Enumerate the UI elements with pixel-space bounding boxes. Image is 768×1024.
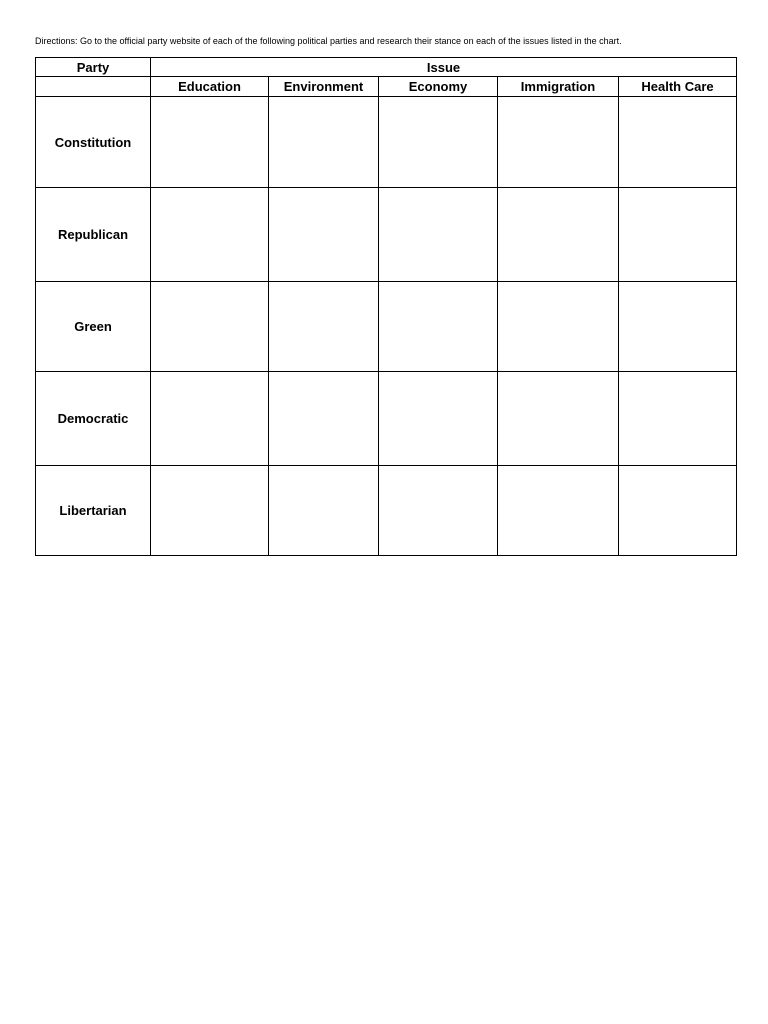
answer-cell[interactable] [269, 466, 379, 556]
answer-cell[interactable] [151, 188, 269, 282]
answer-cell[interactable] [619, 188, 737, 282]
answer-cell[interactable] [619, 282, 737, 372]
answer-cell[interactable] [379, 188, 498, 282]
table-row [36, 282, 737, 372]
table-row [36, 372, 737, 466]
answer-cell[interactable] [498, 282, 619, 372]
directions-text: Directions: Go to the official party website of each of the following political parties and research their stance on each of the issues listed in the chart. [35, 36, 622, 46]
answer-cell[interactable] [151, 466, 269, 556]
answer-cell[interactable] [619, 466, 737, 556]
party-label-libertarian: Libertarian [36, 466, 151, 556]
answer-cell[interactable] [498, 466, 619, 556]
issue-header-economy: Economy [379, 77, 498, 97]
party-label-republican: Republican [36, 188, 151, 282]
table-row [36, 466, 737, 556]
answer-cell[interactable] [151, 372, 269, 466]
answer-cell[interactable] [379, 282, 498, 372]
answer-cell[interactable] [498, 97, 619, 188]
answer-cell[interactable] [269, 282, 379, 372]
issue-column-header: Issue [151, 58, 737, 77]
answer-cell[interactable] [619, 97, 737, 188]
answer-cell[interactable] [379, 372, 498, 466]
answer-cell[interactable] [151, 97, 269, 188]
answer-cell[interactable] [379, 97, 498, 188]
issue-header-environment: Environment [269, 77, 379, 97]
answer-cell[interactable] [379, 466, 498, 556]
party-label-democratic: Democratic [36, 372, 151, 466]
party-label-green: Green [36, 282, 151, 372]
answer-cell[interactable] [269, 97, 379, 188]
answer-cell[interactable] [269, 372, 379, 466]
issue-header-immigration: Immigration [498, 77, 619, 97]
answer-cell[interactable] [269, 188, 379, 282]
issue-header-education: Education [151, 77, 269, 97]
answer-cell[interactable] [151, 282, 269, 372]
issue-header-health-care: Health Care [619, 77, 737, 97]
answer-cell[interactable] [498, 372, 619, 466]
table-row [36, 188, 737, 282]
answer-cell[interactable] [498, 188, 619, 282]
answer-cell[interactable] [619, 372, 737, 466]
party-column-header: Party [36, 58, 151, 77]
party-issues-chart [35, 57, 737, 556]
party-subheader-blank [36, 77, 151, 97]
party-label-constitution: Constitution [36, 97, 151, 188]
table-row [36, 97, 737, 188]
